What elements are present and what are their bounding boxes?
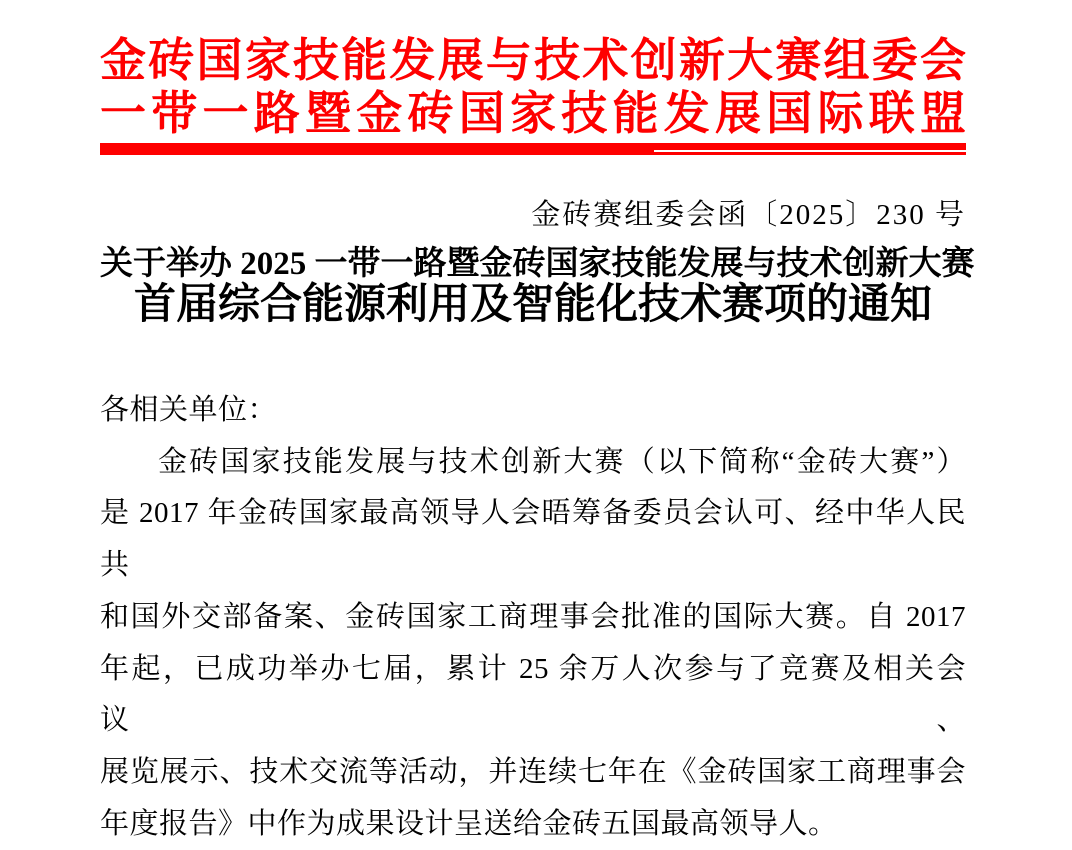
notice-body (100, 385, 966, 850)
body-line: 展览展示、技术交流等活动，并连续七年在《金砖国家工商理事会 (100, 755, 966, 788)
letterhead-line-2: 一带一路暨金砖国家技能发展国际联盟 (100, 88, 966, 139)
salutation: 各相关单位： (100, 394, 278, 426)
letterhead-double-rule (100, 143, 966, 155)
body-line: 年起，已成功举办七届，累计 25 余万人次参与了竞赛及相关会议、 (100, 652, 966, 737)
body-line: 金砖国家技能发展与技术创新大赛（以下简称“金砖大赛”） (158, 445, 966, 478)
body-line: 年度报告》中作为成果设计呈送给金砖五国最高领导人。 (100, 807, 838, 840)
rule-top-line (100, 143, 966, 150)
body-line: 和国外交部备案、金砖国家工商理事会批准的国际大赛。自 2017 (100, 600, 966, 633)
letterhead (100, 34, 966, 140)
body-line: 是 2017 年金砖国家最高领导人会晤筹备委员会认可、经中华人民共 (100, 497, 966, 582)
document-content (100, 34, 975, 850)
notice-title-line-2: 首届综合能源利用及智能化技术赛项的通知 (133, 282, 932, 328)
letterhead-line-1: 金砖国家技能发展与技术创新大赛组委会 (100, 35, 966, 86)
rule-bottom-line (100, 152, 966, 155)
document-number: 金砖赛组委会函〔2025〕230 号 (531, 199, 966, 231)
notice-title-line-1: 关于举办 2025 一带一路暨金砖国家技能发展与技术创新大赛 (100, 246, 975, 282)
